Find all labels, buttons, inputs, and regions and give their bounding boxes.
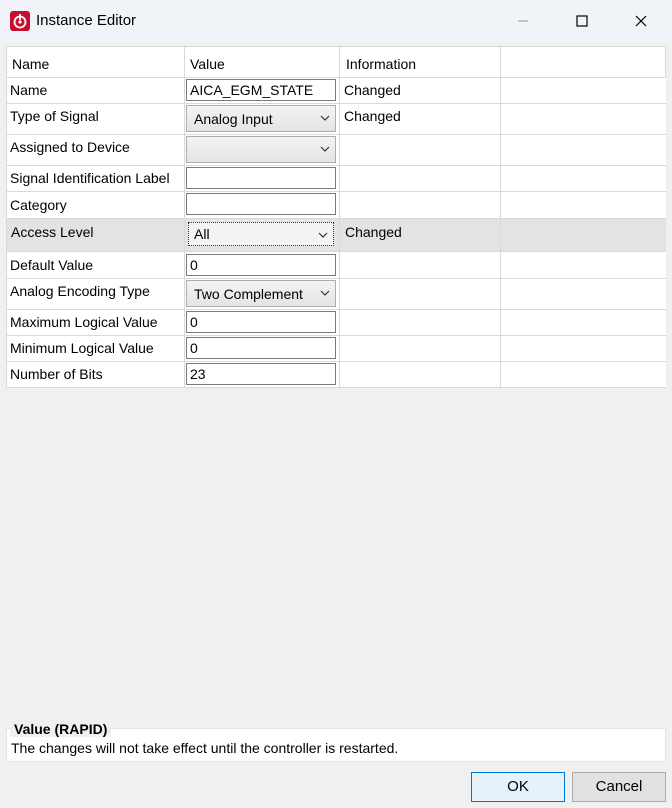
- minimize-button[interactable]: [500, 0, 546, 42]
- chevron-down-icon: [320, 145, 330, 153]
- info-panel-message: The changes will not take effect until the controller is restarted.: [11, 740, 399, 756]
- row-label-default-value: Default Value: [10, 257, 94, 273]
- row-label-analog-encoding-type: Analog Encoding Type: [10, 283, 150, 299]
- column-header-name[interactable]: Name: [12, 56, 50, 72]
- default-value-input[interactable]: 0: [186, 254, 336, 276]
- analog-encoding-type-dropdown[interactable]: [186, 280, 336, 307]
- category-input[interactable]: [186, 193, 336, 215]
- close-button[interactable]: [618, 0, 664, 42]
- minimum-logical-value-input[interactable]: 0: [186, 337, 336, 359]
- access-level-dropdown[interactable]: [188, 222, 334, 246]
- row-label-access-level: Access Level: [11, 224, 94, 240]
- minimize-icon: [517, 15, 529, 27]
- maximize-button[interactable]: [559, 0, 605, 42]
- assigned-to-device-dropdown[interactable]: [186, 136, 336, 163]
- row-label-signal-identification-label: Signal Identification Label: [10, 170, 170, 186]
- row-label-assigned-to-device: Assigned to Device: [10, 139, 130, 155]
- title-bar: [0, 0, 672, 42]
- number-of-bits-input[interactable]: 23: [186, 363, 336, 385]
- chevron-down-icon: [320, 114, 330, 122]
- row-label-name: Name: [10, 82, 48, 98]
- column-header-information[interactable]: Information: [346, 56, 417, 72]
- access-level-value: All: [194, 226, 210, 242]
- type-of-signal-value: Analog Input: [194, 111, 273, 127]
- info-type-of-signal: Changed: [344, 108, 401, 124]
- info-name: Changed: [344, 82, 401, 98]
- close-icon: [635, 15, 647, 27]
- signal-identification-label-input[interactable]: [186, 167, 336, 189]
- row-label-number-of-bits: Number of Bits: [10, 366, 103, 382]
- property-grid: [6, 46, 666, 388]
- ok-button[interactable]: OK: [471, 772, 565, 802]
- analog-encoding-type-value: Two Complement: [194, 286, 303, 302]
- row-label-minimum-logical-value: Minimum Logical Value: [10, 340, 154, 356]
- chevron-down-icon: [320, 289, 330, 297]
- row-label-maximum-logical-value: Maximum Logical Value: [10, 314, 158, 330]
- selected-row-highlight: [6, 218, 666, 251]
- row-label-category: Category: [10, 197, 67, 213]
- type-of-signal-dropdown[interactable]: [186, 105, 336, 132]
- row-label-type-of-signal: Type of Signal: [10, 108, 99, 124]
- chevron-down-icon: [318, 231, 328, 239]
- column-header-value[interactable]: Value: [190, 56, 225, 72]
- maximum-logical-value-input[interactable]: 0: [186, 311, 336, 333]
- window-title: Instance Editor: [36, 12, 137, 29]
- info-access-level: Changed: [345, 224, 402, 240]
- cancel-button[interactable]: Cancel: [572, 772, 666, 802]
- info-panel-title: Value (RAPID): [10, 721, 111, 737]
- name-input[interactable]: AICA_EGM_STATE: [186, 79, 336, 101]
- abb-robot-app-icon: [10, 11, 30, 31]
- maximize-icon: [576, 15, 588, 27]
